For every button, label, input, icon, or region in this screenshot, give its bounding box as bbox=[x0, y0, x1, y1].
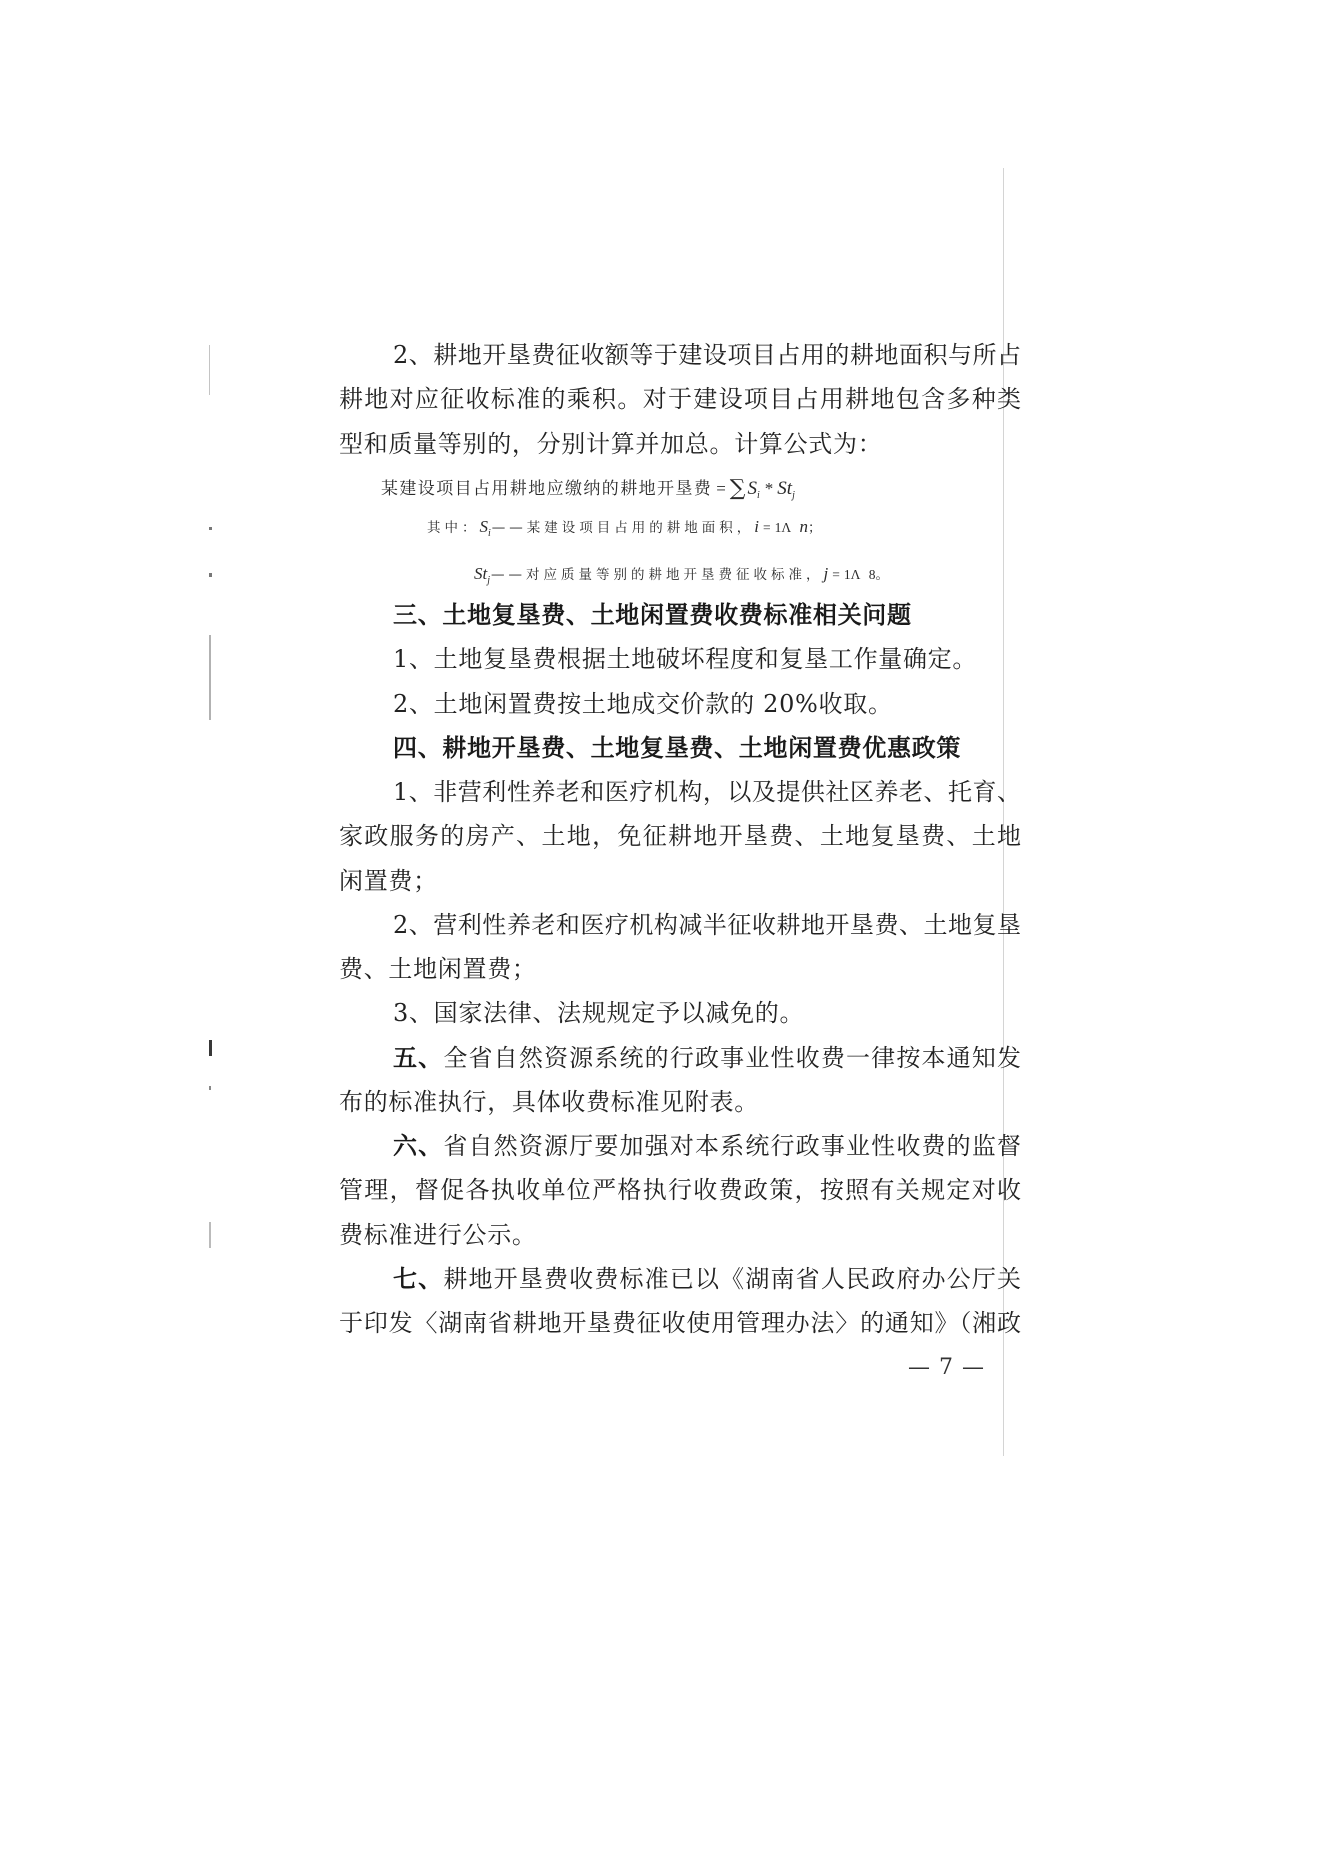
section-7-first-line bbox=[339, 1257, 1021, 1301]
formula-range-equals: = bbox=[763, 520, 771, 535]
text-line: 2、土地闲置费按土地成交价款的 20%收取。 bbox=[393, 689, 893, 718]
scan-margin-mark bbox=[209, 1040, 212, 1056]
formula-var-st: St bbox=[474, 564, 488, 583]
text-line: 3、国家法律、法规规定予以减免的。 bbox=[393, 999, 805, 1028]
formula-range-from: 1Λ bbox=[774, 520, 792, 535]
paragraph-fee-calculation bbox=[339, 333, 1021, 466]
formula-range-var: i bbox=[754, 517, 760, 536]
formula-range-to: 8 bbox=[868, 567, 876, 582]
formula-var-s: S bbox=[479, 517, 488, 536]
text-line: 耕地开垦费收费标准已以《湖南省人民政府办公厅关 bbox=[443, 1264, 1022, 1293]
formula-definition-s bbox=[427, 516, 825, 545]
text-line: 1、非营利性养老和医疗机构，以及提供社区养老、托育、 bbox=[393, 778, 1021, 806]
text-line: 费、土地闲置费； bbox=[339, 955, 537, 983]
scan-margin-mark bbox=[209, 1086, 211, 1090]
document-body bbox=[339, 593, 1021, 1345]
formula-range-var: j bbox=[823, 564, 829, 583]
formula-sub-i: i bbox=[488, 528, 491, 539]
section-5-first-line bbox=[339, 1036, 1021, 1080]
text-line: 闲置费； bbox=[339, 866, 438, 895]
scan-margin-mark bbox=[209, 1222, 211, 1248]
formula-st-description: ——对应质量等别的耕地开垦费征收标准， bbox=[491, 567, 824, 583]
formula-main bbox=[381, 476, 796, 509]
formula-range-to: n bbox=[799, 517, 808, 536]
text-line: 布的标准执行，具体收费标准见附表。 bbox=[339, 1087, 759, 1116]
section-number: 六、 bbox=[393, 1132, 444, 1160]
formula-s-description: ——某建设项目占用的耕地面积， bbox=[491, 520, 755, 536]
text-line: 1、土地复垦费根据土地破坏程度和复垦工作量确定。 bbox=[393, 645, 978, 674]
formula-range-end: 。 bbox=[875, 567, 893, 583]
formula-range-equals: = bbox=[832, 567, 840, 582]
section-heading: 四、耕地开垦费、土地复垦费、土地闲置费优惠政策 bbox=[393, 733, 962, 762]
scan-margin-mark bbox=[209, 345, 210, 395]
section-6-first-line bbox=[339, 1124, 1021, 1168]
text-line: 于印发〈湖南省耕地开垦费征收使用管理办法〉的通知》（湘政 bbox=[339, 1309, 1021, 1337]
formula-range-end: ； bbox=[807, 520, 826, 536]
text-line: 型和质量等别的，分别计算并加总。计算公式为： bbox=[339, 429, 883, 458]
formula-sub-i: i bbox=[757, 490, 760, 501]
text-line: 2、耕地开垦费征收额等于建设项目占用的耕地面积与所占 bbox=[393, 341, 1021, 369]
text-line: 费标准进行公示。 bbox=[339, 1220, 537, 1249]
formula-var-s: S bbox=[747, 478, 758, 499]
section-heading: 三、土地复垦费、土地闲置费收费标准相关问题 bbox=[393, 601, 912, 629]
section-number: 五、 bbox=[393, 1043, 444, 1072]
formula-var-st: St bbox=[777, 478, 793, 499]
text-line: 管理，督促各执收单位严格执行收费政策，按照有关规定对收 bbox=[339, 1176, 1021, 1205]
scan-margin-mark bbox=[209, 635, 211, 720]
formula-sum-symbol: ∑ bbox=[729, 476, 746, 501]
formula-times-sign: * bbox=[764, 479, 774, 498]
text-line: 全省自然资源系统的行政事业性收费一律按本通知发 bbox=[443, 1043, 1022, 1072]
page-number: — 7 — bbox=[908, 1355, 985, 1380]
scan-margin-mark bbox=[209, 527, 212, 530]
formula-definition-st bbox=[474, 563, 893, 592]
scan-margin-mark bbox=[209, 573, 212, 577]
section-number: 七、 bbox=[393, 1264, 444, 1293]
formula-range-from: 1Λ bbox=[843, 567, 861, 582]
text-line: 2、营利性养老和医疗机构减半征收耕地开垦费、土地复垦 bbox=[393, 910, 1021, 939]
formula-sub-j: j bbox=[792, 490, 795, 501]
formula-label: 某建设项目占用耕地应缴纳的耕地开垦费 bbox=[381, 479, 713, 499]
text-line: 家政服务的房产、土地，免征耕地开垦费、土地复垦费、土地 bbox=[339, 822, 1021, 851]
formula-where-prefix: 其中： bbox=[427, 520, 480, 536]
formula-equals-sign: = bbox=[716, 479, 726, 498]
text-line: 省自然资源厅要加强对本系统行政事业性收费的监督 bbox=[443, 1132, 1022, 1160]
formula-sub-j: j bbox=[487, 575, 491, 586]
text-line: 耕地对应征收标准的乘积。对于建设项目占用耕地包含多种类 bbox=[339, 385, 1021, 414]
